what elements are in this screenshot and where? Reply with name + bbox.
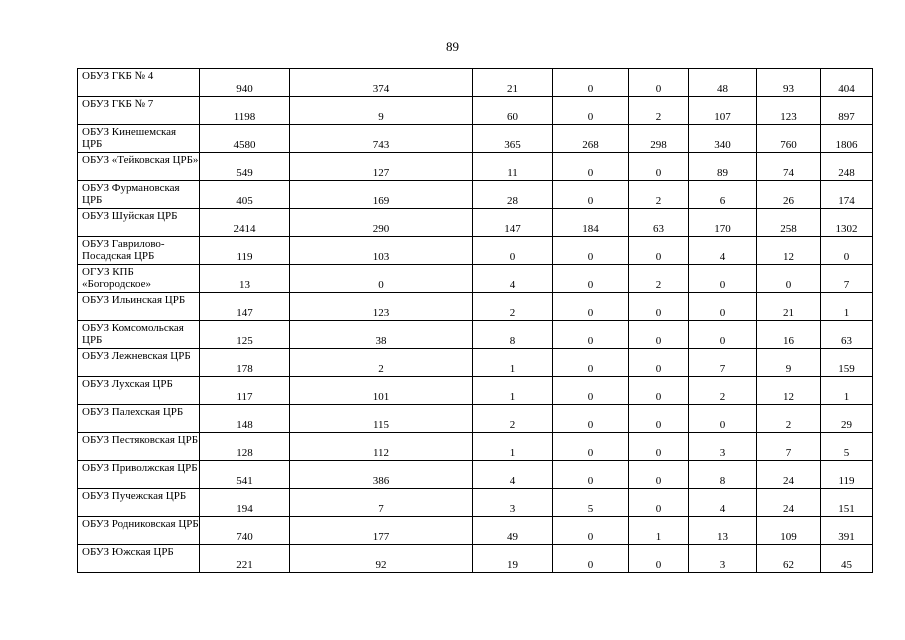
value-cell: 174 (821, 181, 873, 209)
value-cell: 147 (473, 209, 553, 237)
value-cell: 0 (629, 321, 689, 349)
institution-name-cell: ОБУЗ ГКБ № 7 (78, 97, 200, 125)
institution-name-cell: ОБУЗ Кинешемская ЦРБ (78, 125, 200, 153)
value-cell: 112 (290, 433, 473, 461)
institution-name-cell: ОБУЗ Лежневская ЦРБ (78, 349, 200, 377)
value-cell: 9 (290, 97, 473, 125)
value-cell: 128 (200, 433, 290, 461)
value-cell: 24 (757, 461, 821, 489)
value-cell: 0 (553, 377, 629, 405)
value-cell: 49 (473, 517, 553, 545)
value-cell: 48 (689, 69, 757, 97)
page-number: 89 (446, 39, 459, 54)
institution-name-cell: ОБУЗ «Тейковская ЦРБ» (78, 153, 200, 181)
table-row (78, 69, 873, 97)
table-row (78, 349, 873, 377)
value-cell: 6 (689, 181, 757, 209)
value-cell: 0 (553, 69, 629, 97)
value-cell: 3 (473, 489, 553, 517)
value-cell: 0 (553, 321, 629, 349)
value-cell: 0 (689, 405, 757, 433)
table-row (78, 265, 873, 293)
value-cell: 0 (553, 405, 629, 433)
value-cell: 0 (629, 461, 689, 489)
value-cell: 74 (757, 153, 821, 181)
value-cell: 2 (689, 377, 757, 405)
value-cell: 7 (689, 349, 757, 377)
institution-name-cell: ОГУЗ КПБ «Богородское» (78, 265, 200, 293)
value-cell: 0 (553, 517, 629, 545)
value-cell: 1 (473, 349, 553, 377)
institution-name-cell: ОБУЗ Приволжская ЦРБ (78, 461, 200, 489)
institution-name-cell: ОБУЗ Пестяковская ЦРБ (78, 433, 200, 461)
value-cell: 1 (629, 517, 689, 545)
value-cell: 897 (821, 97, 873, 125)
value-cell: 4580 (200, 125, 290, 153)
table-row (78, 377, 873, 405)
table-row (78, 517, 873, 545)
value-cell: 45 (821, 545, 873, 573)
value-cell: 0 (689, 293, 757, 321)
value-cell: 93 (757, 69, 821, 97)
value-cell: 2414 (200, 209, 290, 237)
institution-name-cell: ОБУЗ Палехская ЦРБ (78, 405, 200, 433)
value-cell: 24 (757, 489, 821, 517)
value-cell: 8 (473, 321, 553, 349)
value-cell: 107 (689, 97, 757, 125)
value-cell: 170 (689, 209, 757, 237)
institution-name-cell: ОБУЗ ГКБ № 4 (78, 69, 200, 97)
table-row (78, 125, 873, 153)
value-cell: 1302 (821, 209, 873, 237)
value-cell: 62 (757, 545, 821, 573)
value-cell: 5 (821, 433, 873, 461)
value-cell: 13 (689, 517, 757, 545)
institution-name-cell: ОБУЗ Пучежская ЦРБ (78, 489, 200, 517)
table-row (78, 97, 873, 125)
institution-name-cell: ОБУЗ Шуйская ЦРБ (78, 209, 200, 237)
value-cell: 386 (290, 461, 473, 489)
value-cell: 0 (629, 377, 689, 405)
value-cell: 8 (689, 461, 757, 489)
value-cell: 1 (821, 377, 873, 405)
institution-name-cell: ОБУЗ Лухская ЦРБ (78, 377, 200, 405)
value-cell: 12 (757, 237, 821, 265)
value-cell: 7 (290, 489, 473, 517)
value-cell: 0 (553, 181, 629, 209)
value-cell: 9 (757, 349, 821, 377)
value-cell: 19 (473, 545, 553, 573)
value-cell: 549 (200, 153, 290, 181)
value-cell: 405 (200, 181, 290, 209)
value-cell: 147 (200, 293, 290, 321)
table-row (78, 321, 873, 349)
value-cell: 60 (473, 97, 553, 125)
table-row (78, 405, 873, 433)
value-cell: 0 (821, 237, 873, 265)
value-cell: 1 (821, 293, 873, 321)
value-cell: 940 (200, 69, 290, 97)
value-cell: 2 (473, 293, 553, 321)
table-row (78, 153, 873, 181)
table-row (78, 181, 873, 209)
value-cell: 0 (629, 293, 689, 321)
value-cell: 28 (473, 181, 553, 209)
value-cell: 177 (290, 517, 473, 545)
value-cell: 404 (821, 69, 873, 97)
value-cell: 117 (200, 377, 290, 405)
value-cell: 92 (290, 545, 473, 573)
value-cell: 1198 (200, 97, 290, 125)
value-cell: 0 (629, 489, 689, 517)
value-cell: 0 (757, 265, 821, 293)
value-cell: 0 (473, 237, 553, 265)
value-cell: 151 (821, 489, 873, 517)
value-cell: 1 (473, 377, 553, 405)
value-cell: 760 (757, 125, 821, 153)
value-cell: 4 (473, 461, 553, 489)
value-cell: 0 (629, 433, 689, 461)
value-cell: 298 (629, 125, 689, 153)
value-cell: 0 (629, 545, 689, 573)
value-cell: 103 (290, 237, 473, 265)
value-cell: 13 (200, 265, 290, 293)
value-cell: 38 (290, 321, 473, 349)
table-row (78, 545, 873, 573)
value-cell: 89 (689, 153, 757, 181)
value-cell: 365 (473, 125, 553, 153)
value-cell: 21 (473, 69, 553, 97)
value-cell: 194 (200, 489, 290, 517)
table-row (78, 237, 873, 265)
value-cell: 3 (689, 545, 757, 573)
value-cell: 0 (290, 265, 473, 293)
value-cell: 0 (553, 433, 629, 461)
institution-name-cell: ОБУЗ Комсомольская ЦРБ (78, 321, 200, 349)
table-row (78, 433, 873, 461)
value-cell: 0 (553, 461, 629, 489)
value-cell: 4 (473, 265, 553, 293)
table-row (78, 293, 873, 321)
value-cell: 2 (757, 405, 821, 433)
value-cell: 290 (290, 209, 473, 237)
value-cell: 119 (200, 237, 290, 265)
value-cell: 123 (290, 293, 473, 321)
value-cell: 0 (553, 545, 629, 573)
value-cell: 0 (629, 237, 689, 265)
value-cell: 119 (821, 461, 873, 489)
value-cell: 0 (553, 293, 629, 321)
value-cell: 1806 (821, 125, 873, 153)
statistics-table (77, 68, 873, 573)
value-cell: 268 (553, 125, 629, 153)
value-cell: 221 (200, 545, 290, 573)
value-cell: 0 (689, 321, 757, 349)
value-cell: 16 (757, 321, 821, 349)
institution-name-cell: ОБУЗ Родниковская ЦРБ (78, 517, 200, 545)
value-cell: 0 (553, 97, 629, 125)
value-cell: 0 (553, 237, 629, 265)
value-cell: 26 (757, 181, 821, 209)
value-cell: 248 (821, 153, 873, 181)
value-cell: 159 (821, 349, 873, 377)
value-cell: 5 (553, 489, 629, 517)
value-cell: 127 (290, 153, 473, 181)
value-cell: 12 (757, 377, 821, 405)
value-cell: 7 (757, 433, 821, 461)
value-cell: 340 (689, 125, 757, 153)
value-cell: 541 (200, 461, 290, 489)
value-cell: 125 (200, 321, 290, 349)
value-cell: 2 (629, 97, 689, 125)
institution-name-cell: ОБУЗ Южская ЦРБ (78, 545, 200, 573)
table-row (78, 461, 873, 489)
value-cell: 7 (821, 265, 873, 293)
value-cell: 0 (629, 153, 689, 181)
value-cell: 109 (757, 517, 821, 545)
value-cell: 29 (821, 405, 873, 433)
value-cell: 11 (473, 153, 553, 181)
value-cell: 0 (553, 265, 629, 293)
value-cell: 184 (553, 209, 629, 237)
table-row (78, 209, 873, 237)
value-cell: 374 (290, 69, 473, 97)
value-cell: 0 (629, 405, 689, 433)
value-cell: 3 (689, 433, 757, 461)
value-cell: 391 (821, 517, 873, 545)
table-body (78, 69, 873, 573)
value-cell: 0 (689, 265, 757, 293)
value-cell: 0 (629, 69, 689, 97)
value-cell: 0 (553, 349, 629, 377)
value-cell: 0 (629, 349, 689, 377)
value-cell: 0 (553, 153, 629, 181)
institution-name-cell: ОБУЗ Фурмановская ЦРБ (78, 181, 200, 209)
value-cell: 63 (821, 321, 873, 349)
value-cell: 101 (290, 377, 473, 405)
institution-name-cell: ОБУЗ Гаврилово-Посадская ЦРБ (78, 237, 200, 265)
value-cell: 123 (757, 97, 821, 125)
value-cell: 740 (200, 517, 290, 545)
value-cell: 169 (290, 181, 473, 209)
value-cell: 2 (629, 265, 689, 293)
value-cell: 2 (629, 181, 689, 209)
value-cell: 148 (200, 405, 290, 433)
value-cell: 4 (689, 489, 757, 517)
value-cell: 63 (629, 209, 689, 237)
institution-name-cell: ОБУЗ Ильинская ЦРБ (78, 293, 200, 321)
value-cell: 21 (757, 293, 821, 321)
value-cell: 115 (290, 405, 473, 433)
value-cell: 4 (689, 237, 757, 265)
value-cell: 258 (757, 209, 821, 237)
table-row (78, 489, 873, 517)
value-cell: 2 (290, 349, 473, 377)
value-cell: 178 (200, 349, 290, 377)
value-cell: 1 (473, 433, 553, 461)
value-cell: 743 (290, 125, 473, 153)
value-cell: 2 (473, 405, 553, 433)
